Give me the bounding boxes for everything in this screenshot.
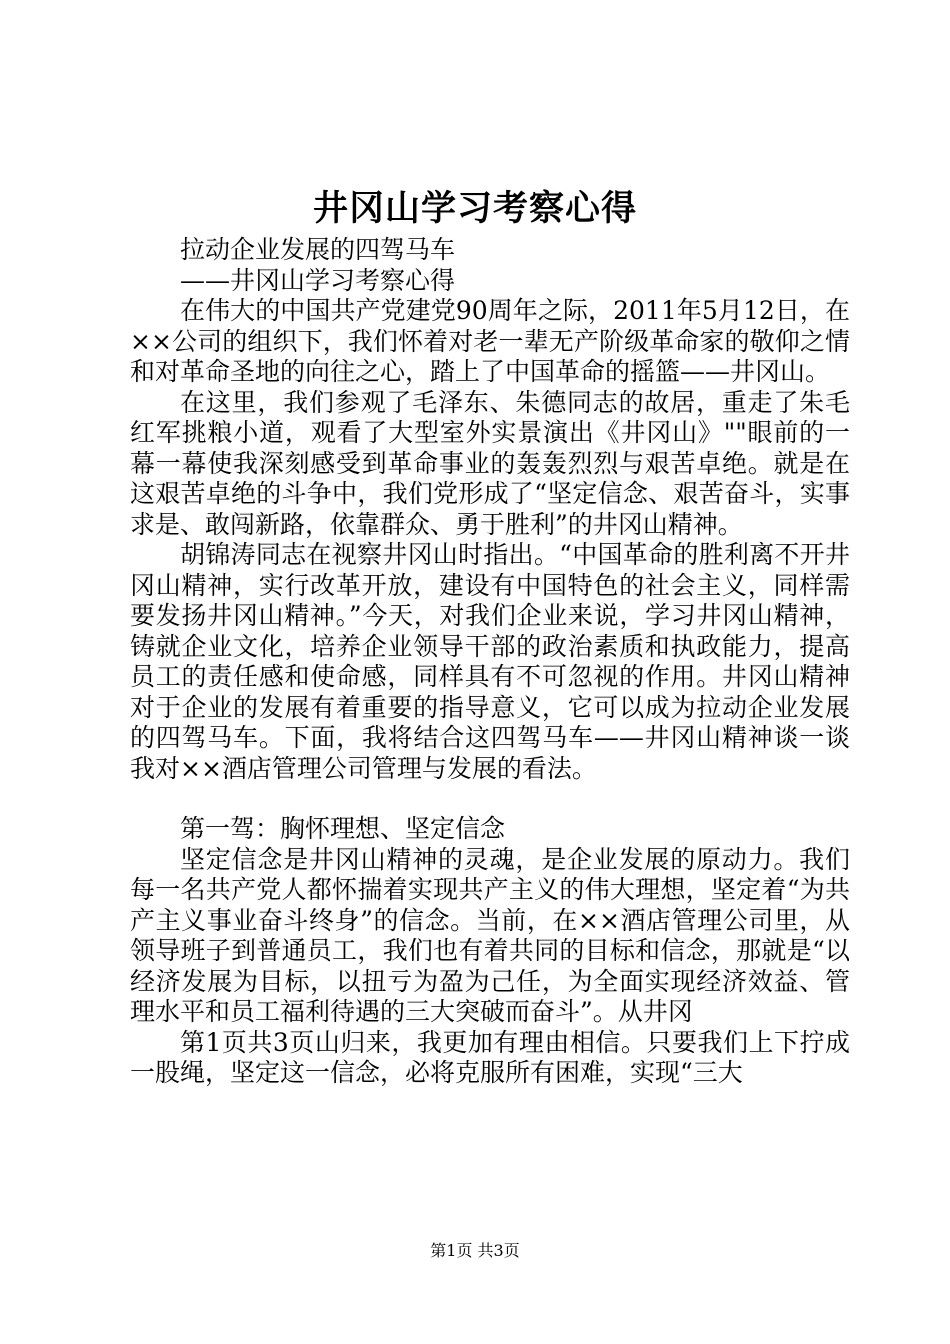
paragraph-intro: 在伟大的中国共产党建党90周年之际，2011年5月12日，在××公司的组织下，我们怀着对老一辈无产阶级革命家的敬仰之情和对革命圣地的向往之心，踏上了中国革命的摇篮——井冈山。 [130,296,850,386]
paragraph-spirit: 胡锦涛同志在视察井冈山时指出。“中国革命的胜利离不开井冈山精神，实行改革开放，建设有中国特色的社会主义，同样需要发扬井冈山精神。”今天，对我们企业来说，学习井冈山精神，铸就企业文化，培养企业领导干部的政治素质和执政能力，提高员工的责任感和使命感，同样具有不可忽视的作用。井冈山精神对于企业的发展有着重要的指导意义，它可以成为拉动企业发展的四驾马车。下面，我将结合这四驾马车——井冈山精神谈一谈我对××酒店管理公司管理与发展的看法。 [130,540,850,783]
page-footer: 第1页 共3页 [430,1241,520,1260]
paragraph-visit: 在这里，我们参观了毛泽东、朱德同志的故居，重走了朱毛红军挑粮小道，观看了大型室外实景演出《井冈山》""眼前的一幕一幕使我深刻感受到革命事业的轰轰烈烈与艰苦卓绝。就是在这艰苦卓绝的斗争中，我们党形成了“坚定信念、艰苦奋斗，实事求是、敢闯新路，依靠群众、勇于胜利”的井冈山精神。 [130,387,850,539]
paragraph-continued: 第1页共3页山归来，我更加有理由相信。只要我们上下拧成一股绳，坚定这一信念，必将克服所有困难，实现“三大 [130,1027,850,1087]
document-title: 井冈山学习考察心得 [312,189,637,229]
section-heading-first: 第一驾：胸怀理想、坚定信念 [180,814,506,843]
paragraph-belief: 坚定信念是井冈山精神的灵魂，是企业发展的原动力。我们每一名共产党人都怀揣着实现共产主义的伟大理想，坚定着“为共产主义事业奋斗终身”的信念。当前，在××酒店管理公司里，从领导班子到普通员工，我们也有着共同的目标和信念，那就是“以经济发展为目标，以扭亏为盈为己任，为全面实现经济效益、管理水平和员工福利待遇的三大突破而奋斗”。从井冈 [130,844,850,1026]
document-body [130,235,850,1089]
subtitle-secondary: ——井冈山学习考察心得 [180,265,456,295]
subtitle: 拉动企业发展的四驾马车 [180,235,456,264]
